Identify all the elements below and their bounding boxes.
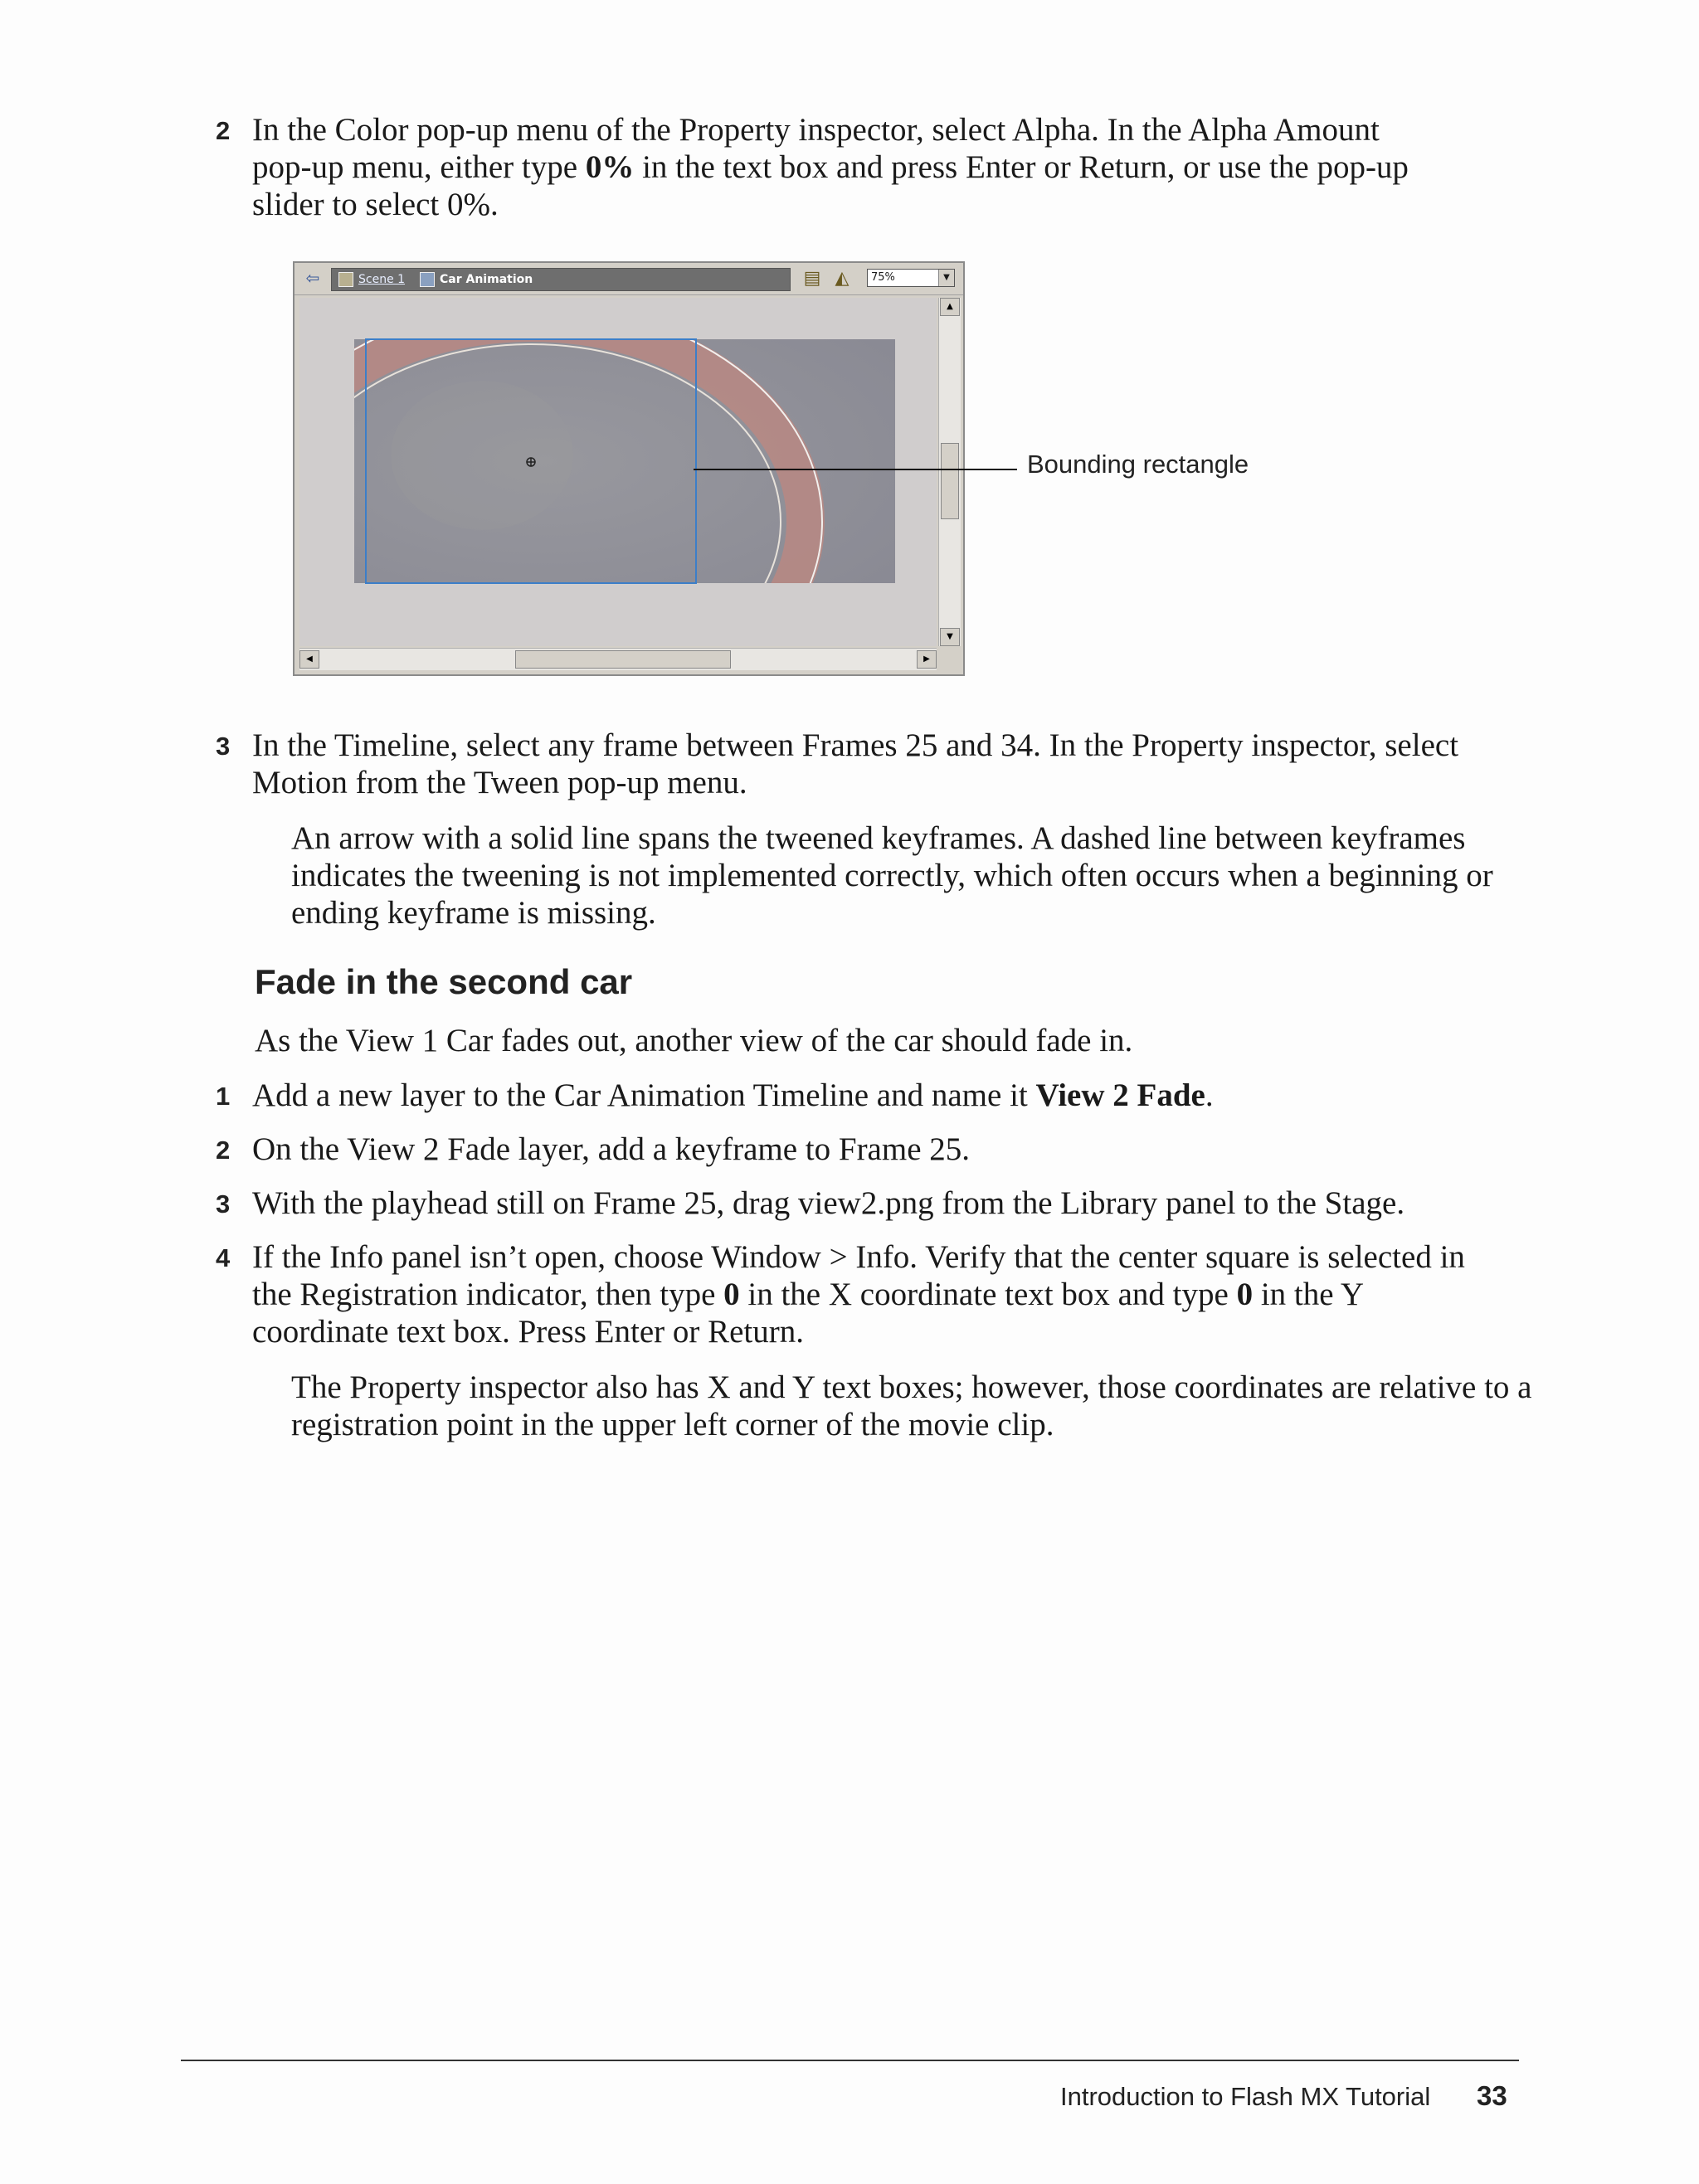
step-b4-note (291, 1369, 1536, 1443)
chevron-down-icon[interactable]: ▼ (938, 270, 954, 286)
step-text (252, 1077, 1530, 1114)
step-line: coordinate text box. Press Enter or Return. (252, 1314, 804, 1350)
step-line: slider to select 0%. (252, 187, 499, 222)
vertical-scrollbar[interactable] (938, 298, 961, 646)
step-line: In the Color pop-up menu of the Property inspector, select Alpha. In the Alpha Amount (252, 112, 1380, 148)
edit-scene-icon[interactable]: ▤ (803, 268, 821, 289)
scroll-right-icon[interactable]: ▶ (917, 650, 937, 669)
step-number: 1 (216, 1082, 231, 1111)
step-number: 3 (216, 732, 231, 761)
stage-canvas (299, 298, 937, 646)
step-2 (216, 111, 1530, 223)
stage-artwork (299, 298, 937, 646)
zoom-select[interactable] (867, 269, 955, 287)
note-line: indicates the tweening is not implemented correctly, which often occurs when a beginning or (291, 858, 1493, 893)
step-line: If the Info panel isn’t open, choose Window > Info. Verify that the center square is selected in (252, 1239, 1465, 1275)
step-b3 (216, 1184, 1530, 1222)
step-number: 4 (216, 1243, 231, 1272)
registration-point-icon (527, 458, 535, 466)
note-line: The Property inspector also has X and Y text boxes; however, those coordinates are relative to a (291, 1369, 1532, 1405)
step-text: With the playhead still on Frame 25, drag view2.png from the Library panel to the Stage. (252, 1185, 1405, 1221)
horizontal-scroll-thumb[interactable] (515, 650, 731, 669)
step-3 (216, 727, 1530, 801)
note-line: An arrow with a solid line spans the tweened keyframes. A dashed line between keyframes (291, 820, 1466, 856)
bold-value: 0% (585, 149, 635, 185)
scroll-down-icon[interactable]: ▼ (940, 628, 960, 646)
step-text (252, 1238, 1530, 1350)
step-line: In the Timeline, select any frame between Frames 25 and 34. In the Property inspector, select (252, 727, 1459, 763)
step-b1 (216, 1077, 1530, 1114)
footer-title: Introduction to Flash MX Tutorial (1060, 2082, 1431, 2111)
movie-clip-icon (420, 272, 435, 287)
vertical-scroll-thumb[interactable] (941, 443, 959, 519)
note-line: registration point in the upper left corner of the movie clip. (291, 1407, 1054, 1442)
section-heading: Fade in the second car (255, 962, 633, 1001)
horizontal-scrollbar[interactable] (299, 648, 937, 670)
scene-icon (338, 272, 353, 287)
section-intro: As the View 1 Car fades out, another view of the car should fade in. (255, 1023, 1133, 1058)
zoom-value: 75% (871, 271, 895, 284)
step-number: 2 (216, 1136, 231, 1165)
text-run: in the X coordinate text box and type (739, 1277, 1237, 1312)
scroll-up-icon[interactable]: ▲ (940, 298, 960, 316)
bold-value: 0 (1236, 1277, 1254, 1312)
text-run: Add a new layer to the Car Animation Timeline and name it (252, 1077, 1036, 1113)
callout-label: Bounding rectangle (1027, 450, 1249, 479)
breadcrumb-symbol[interactable]: Car Animation (440, 273, 533, 286)
back-arrow-icon[interactable]: ⇦ (305, 268, 320, 288)
edit-symbols-icon[interactable]: ◭ (835, 268, 850, 289)
step-3-note (291, 820, 1536, 931)
text-run: pop-up menu, either type (252, 149, 586, 185)
scroll-left-icon[interactable]: ◀ (299, 650, 319, 669)
text-run: in the text box and press Enter or Return, or use the pop-up (634, 149, 1409, 185)
step-text (252, 727, 1530, 801)
callout-line (694, 469, 1017, 470)
bold-value: 0 (723, 1277, 740, 1312)
step-text (252, 111, 1530, 223)
edit-bar (295, 263, 963, 295)
step-line (252, 148, 1530, 186)
breadcrumb (331, 268, 791, 291)
step-line (252, 1276, 1530, 1313)
note-line: ending keyframe is missing. (291, 895, 656, 931)
step-number: 3 (216, 1189, 231, 1218)
step-text: On the View 2 Fade layer, add a keyframe to Frame 25. (252, 1131, 971, 1167)
text-run: the Registration indicator, then type (252, 1277, 724, 1312)
page-number: 33 (1477, 2080, 1507, 2111)
footer-rule (181, 2060, 1519, 2061)
layer-name: View 2 Fade (1035, 1077, 1205, 1113)
step-b4 (216, 1238, 1530, 1350)
step-b2 (216, 1131, 1530, 1168)
step-line: Motion from the Tween pop-up menu. (252, 765, 747, 800)
text-run: in the Y (1253, 1277, 1365, 1312)
text-run: . (1205, 1077, 1214, 1113)
breadcrumb-scene[interactable]: Scene 1 (358, 273, 406, 286)
step-number: 2 (216, 116, 231, 145)
